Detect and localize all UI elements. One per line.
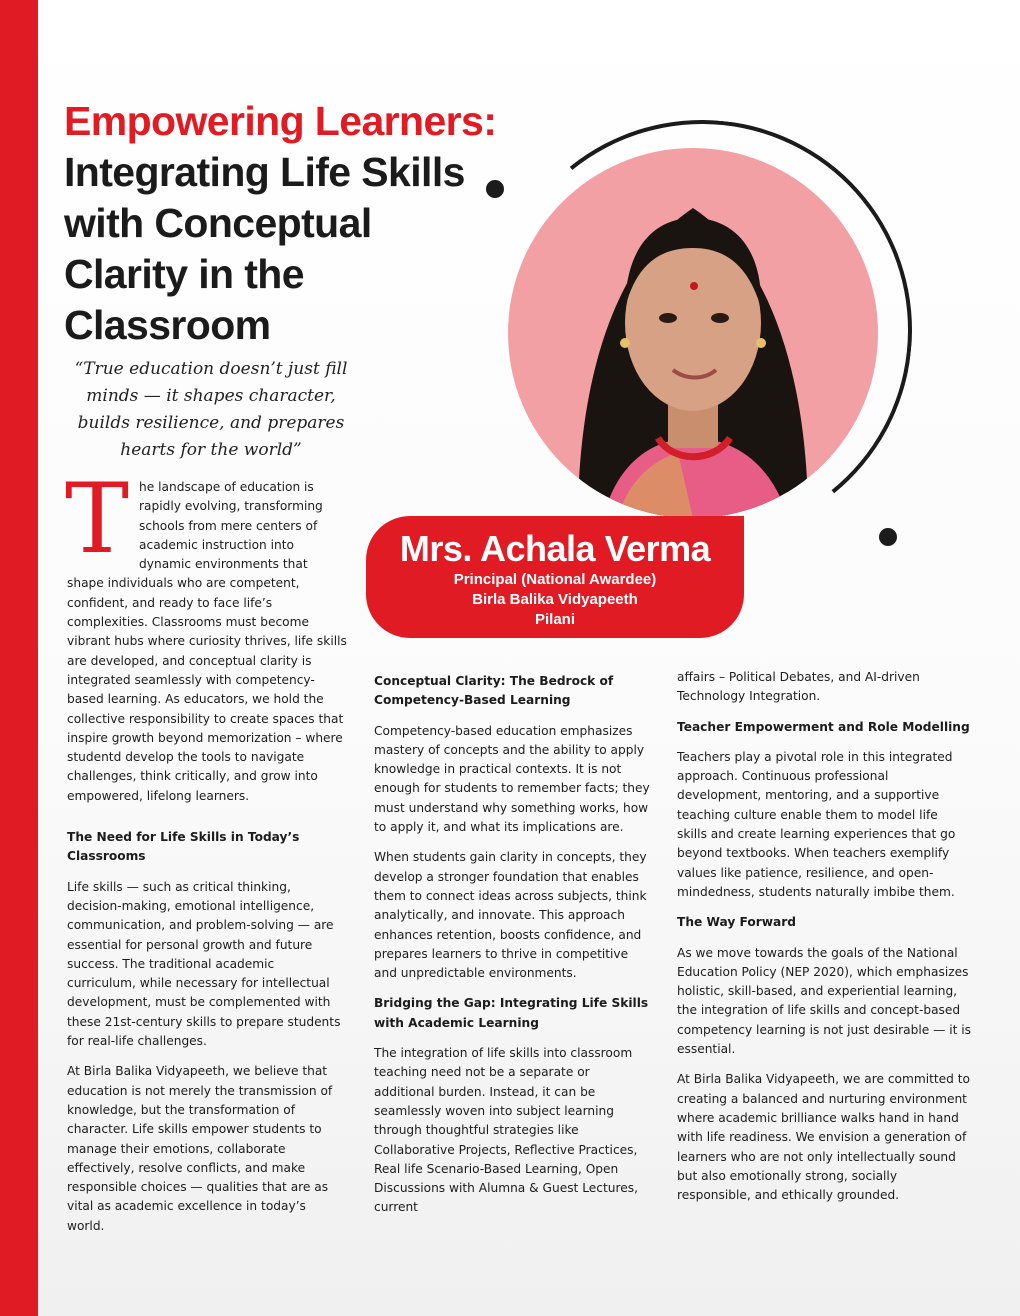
- author-photo-illustration: [508, 148, 878, 518]
- author-name-card: [366, 516, 744, 638]
- body-paragraph: At Birla Balika Vidyapeeth, we are committed to creating a balanced and nurturing environment where academic brilliance walks hand in hand with life readiness. We envision a generation of learners who are not only intellectually sound but also emotionally strong, socially responsible, and ethically grounded.: [677, 1072, 971, 1203]
- author-school: Birla Balika Vidyapeeth: [472, 591, 638, 608]
- left-accent-bar: [0, 0, 38, 1316]
- body-paragraph: At Birla Balika Vidyapeeth, we believe that education is not merely the transmission of knowledge, but the transformation of character. Life skills empower students to manage their emotions, collaborate effectively, resolve conflicts, and make responsible choices — qualities that are as vital as academic excellence in today’s world.: [67, 1064, 333, 1233]
- body-paragraph: Life skills — such as critical thinking, decision-making, emotional intelligence, communication, and problem-solving — are essential for personal growth and future success. The traditional academic curriculum, while necessary for intellectual development, must be complemented with these 21st-century skills to prepare students for real-life challenges.: [67, 879, 341, 1049]
- section-heading-conceptual-clarity: Conceptual Clarity: The Bedrock of Competency-Based Learning: [374, 674, 614, 708]
- body-paragraph: The integration of life skills into classroom teaching need not be a separate or additional burden. Instead, it can be seamlessly woven into subject learning through thoughtful strategies like Collaborative Projects, Reflective Practices, Real life Scenario-Based Learning, Open Discussions with Alumna & Guest Lectures, current: [374, 1046, 638, 1215]
- body-paragraph: Teachers play a pivotal role in this integrated approach. Continuous professional development, mentoring, and a supportive teaching culture enable them to model life skills and create learning experiences that go beyond textbooks. When teachers exemplify values like patience, resilience, and open-mindedness, students naturally imbibe them.: [677, 749, 956, 899]
- author-name: Mrs. Achala Verma: [399, 528, 711, 569]
- section-heading-bridging-gap: Bridging the Gap: Integrating Life Skills with Academic Learning: [374, 996, 649, 1030]
- pull-quote: “True education doesn’t just fill minds — it shapes character, builds resilience, and prepares hearts for the world”: [74, 359, 348, 460]
- drop-cap: T: [65, 463, 130, 575]
- section-heading-teacher-empowerment: Teacher Empowerment and Role Modelling: [677, 719, 970, 734]
- section-heading-life-skills: The Need for Life Skills in Today’s Classrooms: [67, 830, 300, 864]
- author-city: Pilani: [534, 611, 575, 628]
- author-role: Principal (National Awardee): [453, 571, 657, 588]
- body-paragraph: When students gain clarity in concepts, they develop a stronger foundation that enables them to connect ideas across subjects, think analytically, and innovate. This approach enhances retention, boosts confidence, and prepares learners to thrive in competitive and unpredictable environments.: [374, 850, 647, 981]
- ring-end-dot: [879, 528, 897, 546]
- column-3: [677, 668, 971, 1216]
- author-portrait: [508, 148, 878, 518]
- article-title: [64, 96, 504, 351]
- body-paragraph: As we move towards the goals of the National Education Policy (NEP 2020), which emphasizes holistic, skill-based, and experiential learning, the integration of life skills and concept-based competency learning is not just desirable — it is essential.: [677, 945, 971, 1057]
- title-line-main: Integrating Life Skills with Conceptual Clarity in the Classroom: [64, 149, 465, 348]
- section-heading-way-forward: The Way Forward: [677, 915, 796, 930]
- ring-end-dot: [486, 180, 504, 198]
- column-1: [65, 463, 347, 1247]
- body-paragraph-continued: affairs – Political Debates, and AI-driven Technology Integration.: [677, 670, 920, 704]
- title-line-highlight: Empowering Learners:: [64, 98, 497, 144]
- intro-paragraph: [65, 463, 347, 806]
- column-2: [374, 672, 652, 1229]
- intro-text: he landscape of education is rapidly evolving, transforming schools from mere centers of academic instruction into dynamic environments that shape individuals who are competent, confident, and ready to face life’s complexities. Classrooms must become vibrant hubs where curiosity thrives, life skills are developed, and conceptual clarity is integrated seamlessly with competency-based learning. As educators, we hold the collective responsibility to create spaces that inspire growth beyond memorization – where studentd develop the tools to navigate challenges, think critically, and grow into empowered, lifelong learners.: [67, 480, 347, 803]
- body-paragraph: Competency-based education emphasizes mastery of concepts and the ability to apply knowledge in practical contexts. It is not enough for students to remember facts; they must understand why something works, how to apply it, and what its implications are.: [374, 723, 650, 835]
